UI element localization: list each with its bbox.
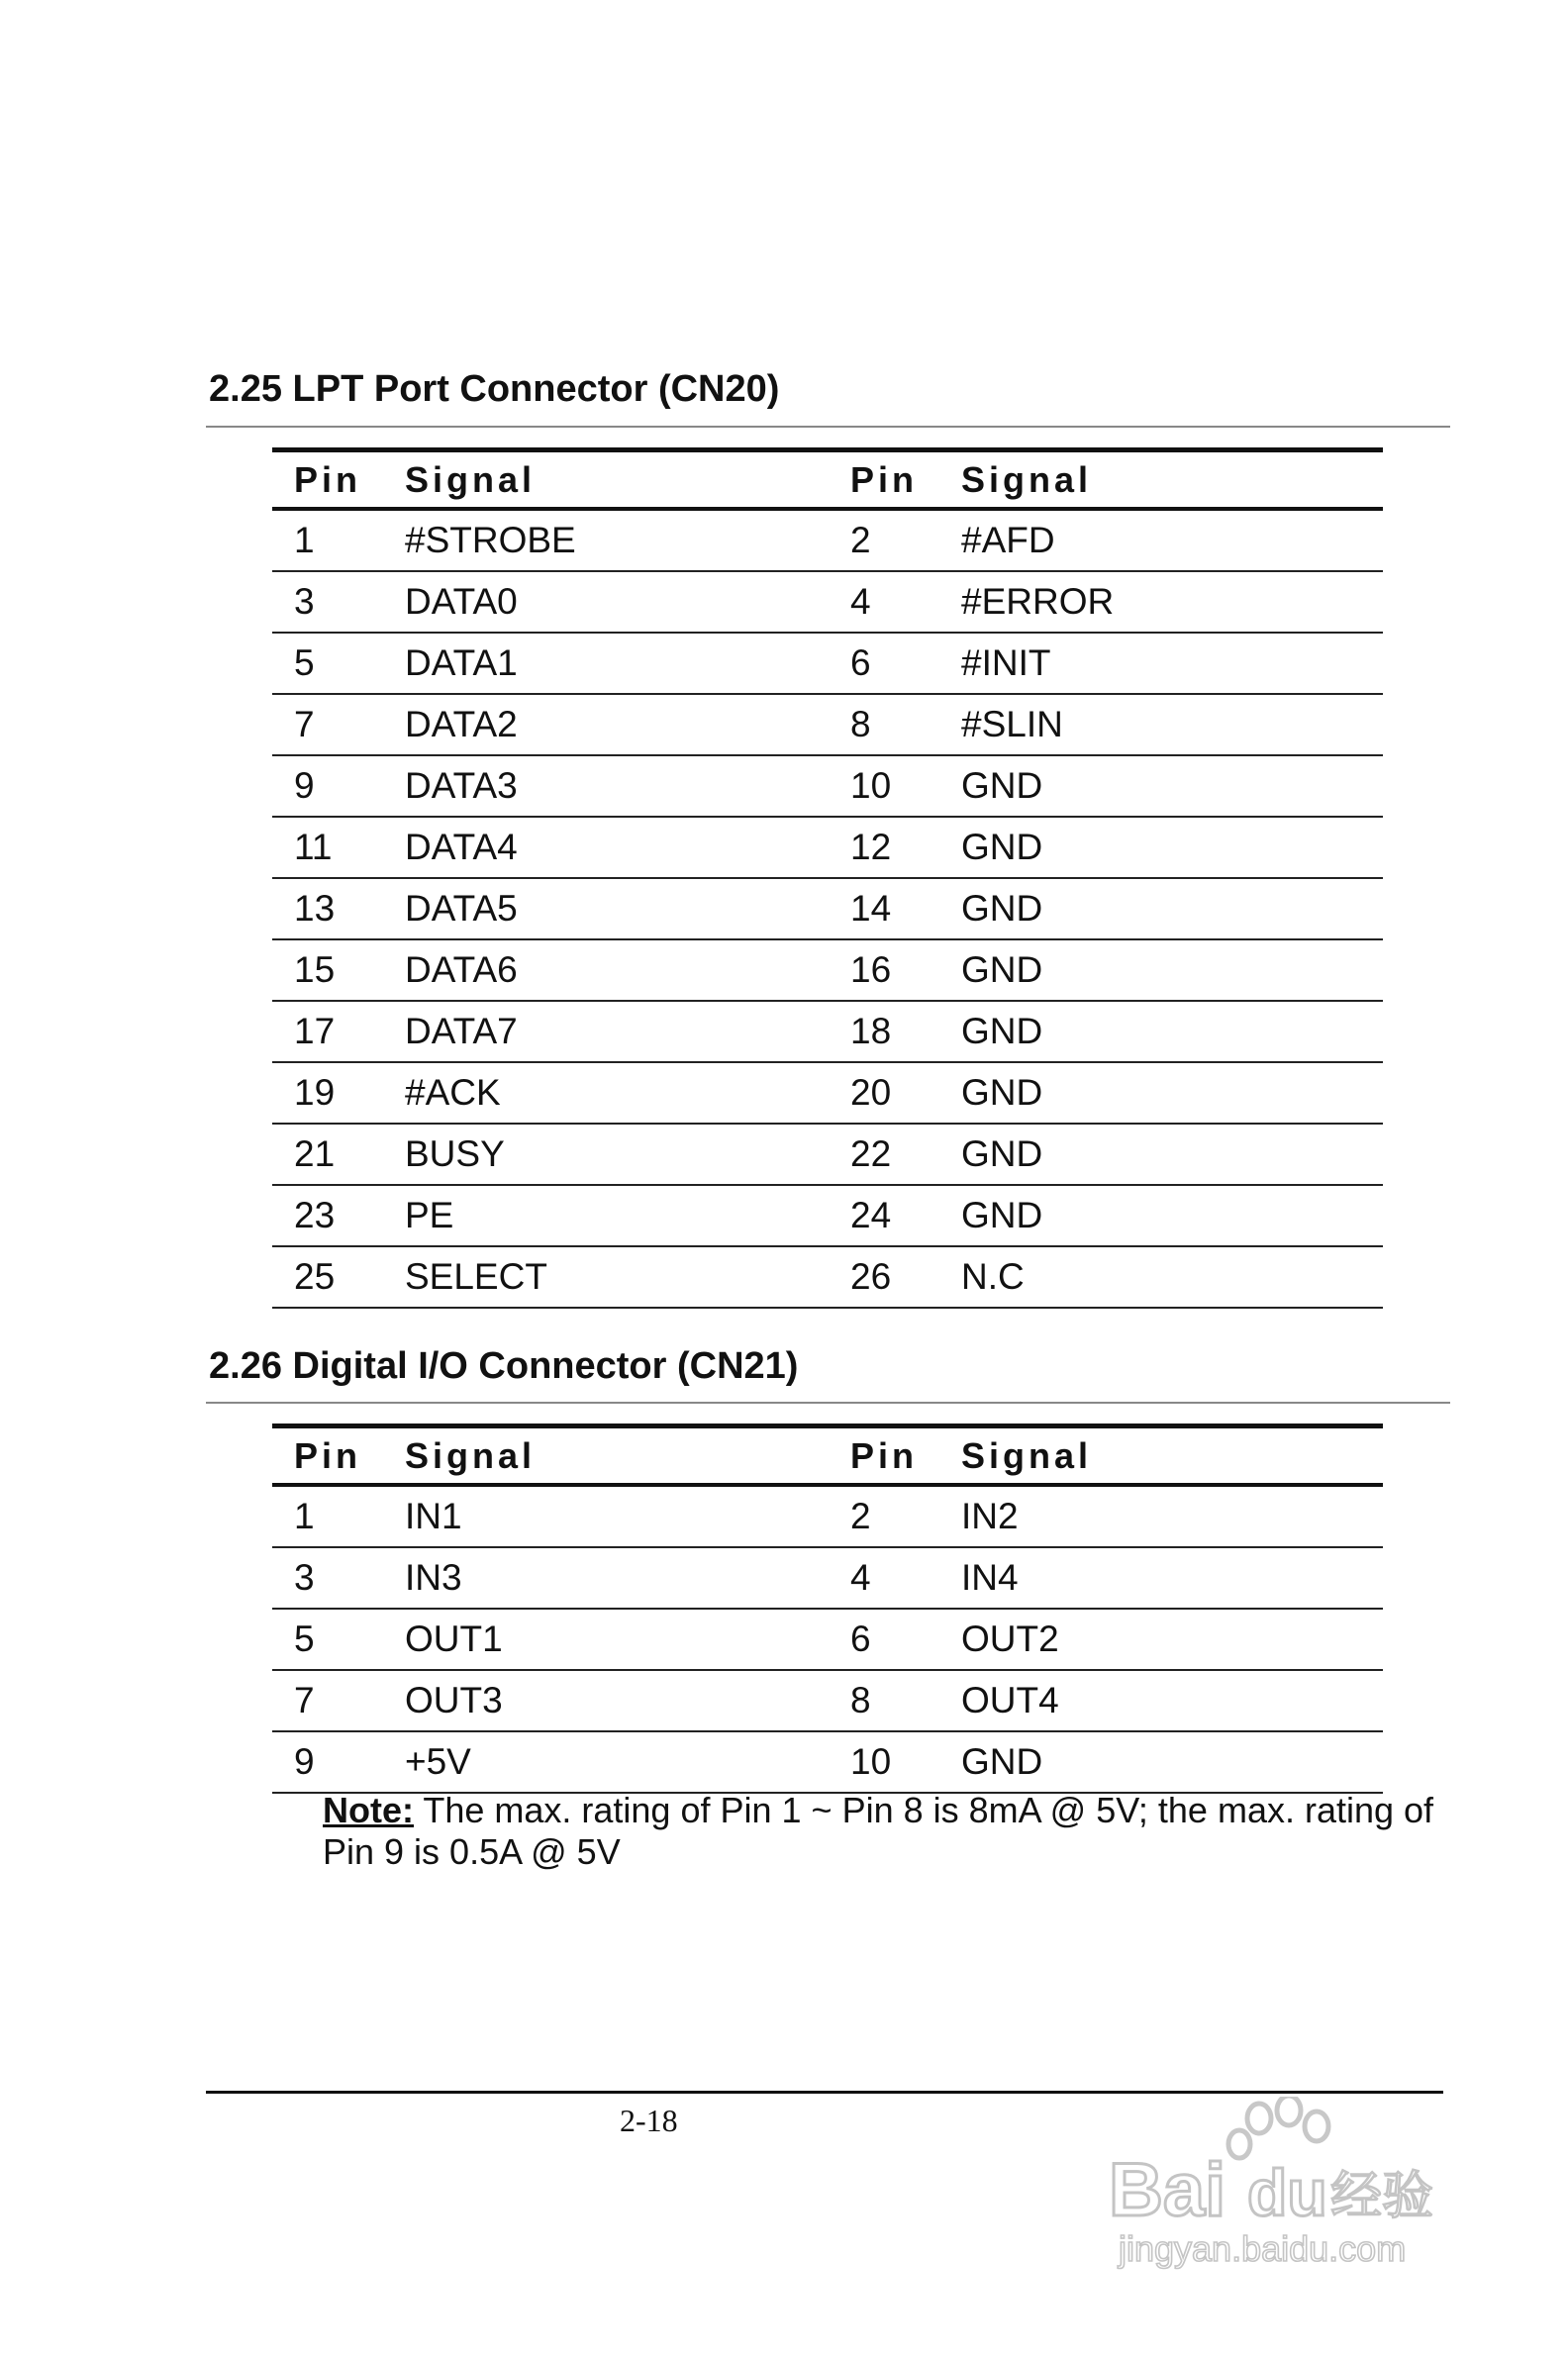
section-title-lpt: 2.25 LPT Port Connector (CN20) bbox=[209, 368, 780, 410]
signal-name-cell: SELECT bbox=[383, 1246, 829, 1308]
section-divider bbox=[206, 1402, 1450, 1404]
pin-number-cell: 11 bbox=[272, 817, 383, 878]
signal-name-cell: #INIT bbox=[939, 633, 1383, 694]
table-row bbox=[272, 509, 1383, 571]
signal-name-cell: IN2 bbox=[939, 1485, 1383, 1547]
column-header-signal: Signal bbox=[939, 1426, 1383, 1486]
column-header-pin: Pin bbox=[829, 1426, 939, 1486]
table-row bbox=[272, 1001, 1383, 1062]
table-row bbox=[272, 817, 1383, 878]
pin-number-cell: 5 bbox=[272, 1609, 383, 1670]
table-row bbox=[272, 878, 1383, 939]
svg-text:Bai: Bai bbox=[1109, 2148, 1226, 2232]
pin-number-cell: 2 bbox=[829, 1485, 939, 1547]
signal-name-cell: GND bbox=[939, 755, 1383, 817]
svg-text:du: du bbox=[1247, 2156, 1327, 2229]
pin-number-cell: 17 bbox=[272, 1001, 383, 1062]
signal-name-cell: DATA1 bbox=[383, 633, 829, 694]
pin-number-cell: 7 bbox=[272, 694, 383, 755]
signal-name-cell: GND bbox=[939, 1124, 1383, 1185]
pin-number-cell: 18 bbox=[829, 1001, 939, 1062]
pin-number-cell: 4 bbox=[829, 571, 939, 633]
table-row bbox=[272, 1124, 1383, 1185]
pin-number-cell: 12 bbox=[829, 817, 939, 878]
section-divider bbox=[206, 426, 1450, 428]
signal-name-cell: GND bbox=[939, 817, 1383, 878]
table-row bbox=[272, 633, 1383, 694]
pin-number-cell: 3 bbox=[272, 571, 383, 633]
signal-name-cell: GND bbox=[939, 939, 1383, 1001]
pin-number-cell: 8 bbox=[829, 694, 939, 755]
table-row bbox=[272, 1547, 1383, 1609]
signal-name-cell: GND bbox=[939, 1185, 1383, 1246]
lpt-pin-table bbox=[272, 447, 1383, 1309]
signal-name-cell: DATA2 bbox=[383, 694, 829, 755]
signal-name-cell: DATA4 bbox=[383, 817, 829, 878]
signal-name-cell: #ERROR bbox=[939, 571, 1383, 633]
signal-name-cell: GND bbox=[939, 1001, 1383, 1062]
pin-number-cell: 6 bbox=[829, 1609, 939, 1670]
pin-number-cell: 10 bbox=[829, 755, 939, 817]
pin-number-cell: 15 bbox=[272, 939, 383, 1001]
table-row bbox=[272, 755, 1383, 817]
signal-name-cell: GND bbox=[939, 1731, 1383, 1793]
svg-text:jingyan.baidu.com: jingyan.baidu.com bbox=[1119, 2228, 1407, 2269]
signal-name-cell: PE bbox=[383, 1185, 829, 1246]
column-header-signal: Signal bbox=[939, 450, 1383, 510]
table-row bbox=[272, 571, 1383, 633]
table-row bbox=[272, 1670, 1383, 1731]
pin-number-cell: 23 bbox=[272, 1185, 383, 1246]
pin-number-cell: 3 bbox=[272, 1547, 383, 1609]
table-row bbox=[272, 1062, 1383, 1124]
baidu-watermark-logo bbox=[1101, 2097, 1457, 2270]
pin-number-cell: 13 bbox=[272, 878, 383, 939]
pin-number-cell: 1 bbox=[272, 509, 383, 571]
table-row bbox=[272, 1185, 1383, 1246]
pin-number-cell: 25 bbox=[272, 1246, 383, 1308]
column-header-pin: Pin bbox=[272, 450, 383, 510]
signal-name-cell: OUT4 bbox=[939, 1670, 1383, 1731]
signal-name-cell: IN1 bbox=[383, 1485, 829, 1547]
signal-name-cell: #STROBE bbox=[383, 509, 829, 571]
signal-name-cell: DATA7 bbox=[383, 1001, 829, 1062]
signal-name-cell: N.C bbox=[939, 1246, 1383, 1308]
pin-number-cell: 16 bbox=[829, 939, 939, 1001]
pin-number-cell: 26 bbox=[829, 1246, 939, 1308]
rating-note bbox=[323, 1790, 1451, 1873]
signal-name-cell: DATA3 bbox=[383, 755, 829, 817]
signal-name-cell: OUT3 bbox=[383, 1670, 829, 1731]
section-title-dio: 2.26 Digital I/O Connector (CN21) bbox=[209, 1345, 799, 1387]
pin-number-cell: 8 bbox=[829, 1670, 939, 1731]
pin-number-cell: 6 bbox=[829, 633, 939, 694]
note-text: The max. rating of Pin 1 ~ Pin 8 is 8mA @ 5V; the max. rating of Pin 9 is 0.5A @ 5V bbox=[323, 1790, 1434, 1872]
pin-number-cell: 2 bbox=[829, 509, 939, 571]
signal-name-cell: IN4 bbox=[939, 1547, 1383, 1609]
signal-name-cell: IN3 bbox=[383, 1547, 829, 1609]
pin-number-cell: 19 bbox=[272, 1062, 383, 1124]
dio-pin-table bbox=[272, 1423, 1383, 1794]
signal-name-cell: GND bbox=[939, 1062, 1383, 1124]
column-header-pin: Pin bbox=[272, 1426, 383, 1486]
pin-number-cell: 14 bbox=[829, 878, 939, 939]
page-number: 2-18 bbox=[620, 2103, 678, 2138]
pin-number-cell: 20 bbox=[829, 1062, 939, 1124]
note-label: Note: bbox=[323, 1790, 414, 1830]
column-header-pin: Pin bbox=[829, 450, 939, 510]
pin-number-cell: 24 bbox=[829, 1185, 939, 1246]
pin-number-cell: 10 bbox=[829, 1731, 939, 1793]
table-row bbox=[272, 694, 1383, 755]
table-row bbox=[272, 939, 1383, 1001]
column-header-signal: Signal bbox=[383, 1426, 829, 1486]
column-header-signal: Signal bbox=[383, 450, 829, 510]
table-row bbox=[272, 1246, 1383, 1308]
table-row bbox=[272, 1485, 1383, 1547]
pin-number-cell: 9 bbox=[272, 1731, 383, 1793]
footer-divider bbox=[206, 2091, 1443, 2094]
signal-name-cell: +5V bbox=[383, 1731, 829, 1793]
pin-number-cell: 5 bbox=[272, 633, 383, 694]
pin-number-cell: 22 bbox=[829, 1124, 939, 1185]
signal-name-cell: DATA6 bbox=[383, 939, 829, 1001]
table-header-row bbox=[272, 1426, 1383, 1486]
signal-name-cell: #AFD bbox=[939, 509, 1383, 571]
table-row bbox=[272, 1731, 1383, 1793]
pin-number-cell: 9 bbox=[272, 755, 383, 817]
signal-name-cell: OUT2 bbox=[939, 1609, 1383, 1670]
signal-name-cell: #SLIN bbox=[939, 694, 1383, 755]
signal-name-cell: #ACK bbox=[383, 1062, 829, 1124]
signal-name-cell: OUT1 bbox=[383, 1609, 829, 1670]
signal-name-cell: GND bbox=[939, 878, 1383, 939]
table-header-row bbox=[272, 450, 1383, 510]
pin-number-cell: 21 bbox=[272, 1124, 383, 1185]
table-row bbox=[272, 1609, 1383, 1670]
signal-name-cell: DATA0 bbox=[383, 571, 829, 633]
svg-text:经验: 经验 bbox=[1330, 2167, 1434, 2226]
signal-name-cell: BUSY bbox=[383, 1124, 829, 1185]
pin-number-cell: 1 bbox=[272, 1485, 383, 1547]
signal-name-cell: DATA5 bbox=[383, 878, 829, 939]
pin-number-cell: 4 bbox=[829, 1547, 939, 1609]
pin-number-cell: 7 bbox=[272, 1670, 383, 1731]
